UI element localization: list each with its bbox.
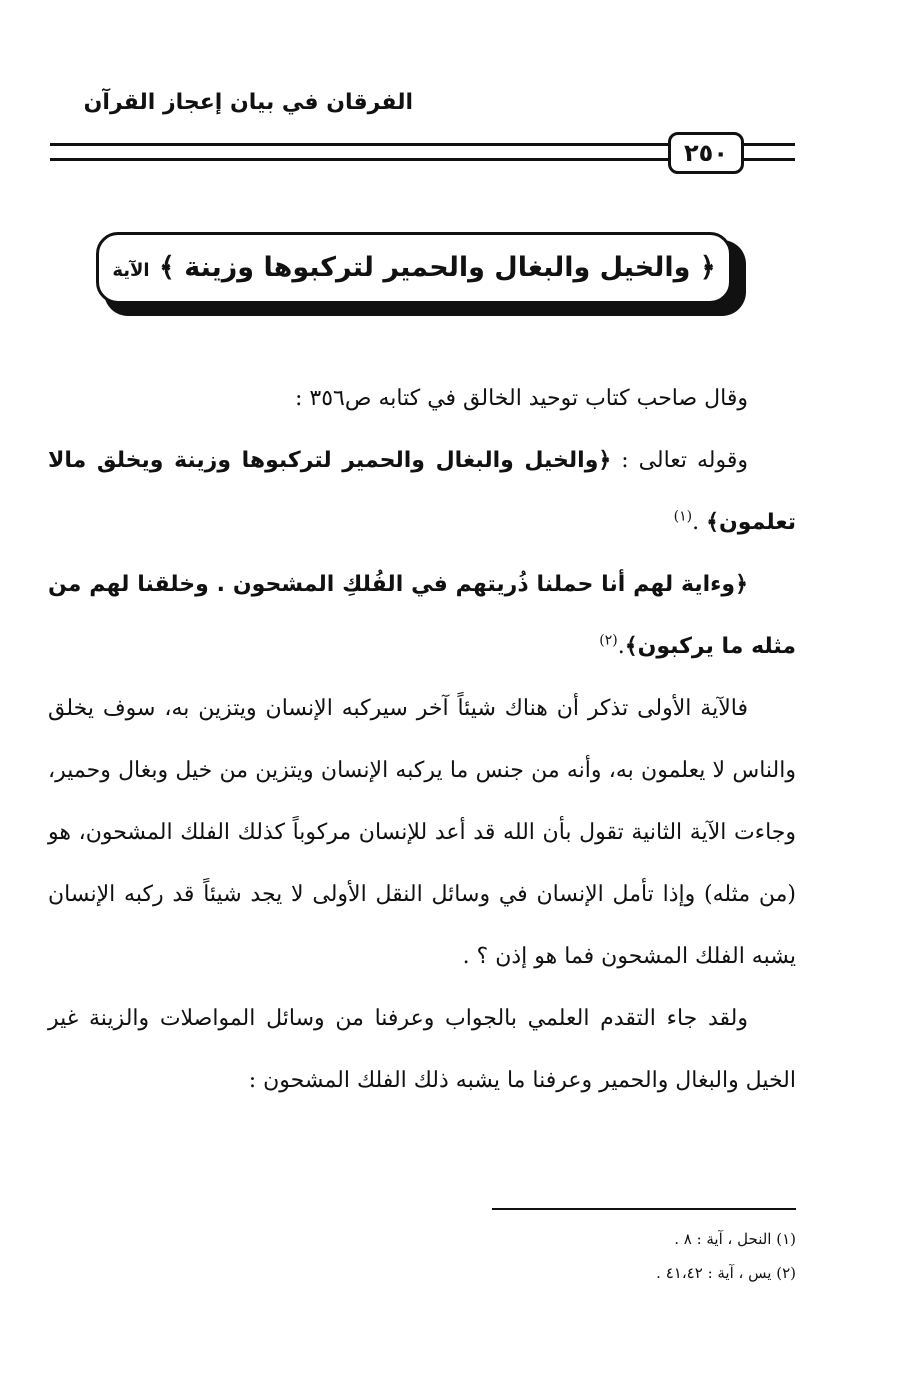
heading-text: والخيل والبغال والحمير لتركبوها وزينة bbox=[184, 252, 691, 283]
paragraph-verse-2 bbox=[48, 554, 796, 678]
footnote-ref-1: (١) bbox=[673, 508, 693, 525]
verse-1-end: . bbox=[692, 510, 707, 535]
heading-open-bracket: ﴿ bbox=[699, 252, 716, 283]
paragraph-conclusion: ولقد جاء التقدم العلمي بالجواب وعرفنا من وسائل المواصلات والزينة غير الخيل والبغال والحمير وعرفنا ما يشبه ذلك الفلك المشحون : bbox=[48, 1006, 796, 1093]
footnote-separator bbox=[492, 1208, 796, 1210]
heading-suffix: الآية bbox=[112, 260, 150, 281]
heading-close-bracket: ﴾ bbox=[158, 252, 175, 283]
verse-2-end: . bbox=[617, 634, 625, 659]
verse-1-intro: وقوله تعالى : bbox=[611, 448, 748, 473]
footnotes bbox=[492, 1222, 796, 1290]
footnote-2: (٢) يس ، آية : ٤١،٤٢ . bbox=[656, 1264, 796, 1282]
paragraph-intro: وقال صاحب كتاب توحيد الخالق في كتابه ص٣٥٦ : bbox=[295, 386, 748, 411]
page-number: ٢٥٠ bbox=[668, 132, 744, 174]
verse-1-text: ﴿والخيل والبغال والحمير لتركبوها وزينة ويخلق مالا تعلمون﴾ bbox=[48, 448, 796, 535]
section-heading bbox=[96, 232, 732, 304]
body-text bbox=[48, 368, 796, 1112]
footnote-ref-2: (٢) bbox=[599, 632, 618, 649]
running-title: الفرقان في بيان إعجاز القرآن bbox=[83, 90, 413, 115]
verse-2-text: ﴿وءاية لهم أنا حملنا ذُريتهم في الفُلكِ المشحون . وخلقنا لهم من مثله ما يركبون﴾ bbox=[48, 572, 796, 659]
paragraph-commentary: فالآية الأولى تذكر أن هناك شيئاً آخر سيركبه الإنسان ويتزين به، سوف يخلق والناس لا يعلمون به، وأنه من جنس ما يركبه الإنسان ويتزين من خيل وبغال وحمير، وجاءت الآية الثانية تقول بأن الله قد أعد للإنسان مركوباً كذلك الفلك المشحون، هو (من مثله) وإذا تأمل الإنسان في وسائل النقل الأولى لا يجد شيئاً قد ركبه الإنسان يشبه الفلك المشحون فما هو إذن ؟ . bbox=[48, 696, 796, 969]
paragraph-verse-1 bbox=[48, 430, 796, 554]
footnote-1: (١) النحل ، آية : ٨ . bbox=[674, 1230, 796, 1248]
